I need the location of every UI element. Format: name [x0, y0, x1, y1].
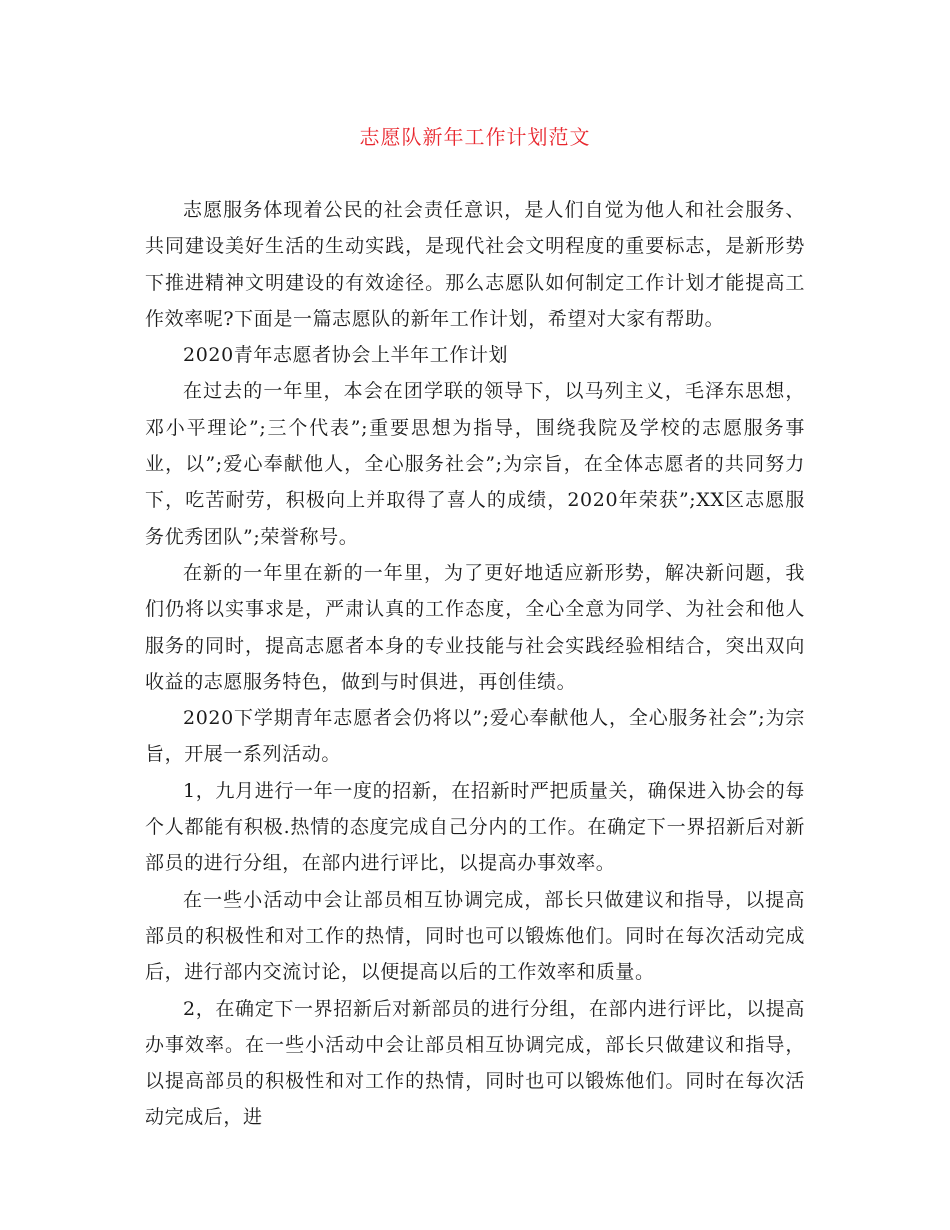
paragraph-past-year: 在过去的一年里，本会在团学联的领导下，以马列主义，毛泽东思想，邓小平理论”;三个代表”;重要思想为指导，围绕我院及学校的志愿服务事业，以”;爱心奉献他人，全心服务社会”;为宗旨，在全体志愿者的共同努力下，吃苦耐劳，积极向上并取得了喜人的成绩，2020年荣获”;XX区志愿服务优秀团队”;荣誉称号。 — [145, 380, 805, 548]
paragraph-subheading: 2020青年志愿者协会上半年工作计划 — [183, 344, 509, 367]
paragraph-item-2: 2，在确定下一界招新后对新部员的进行分组，在部内进行评比，以提高办事效率。在一些小活动中会让部员相互协调完成，部长只做建议和指导，以提高部员的积极性和对工作的热情，同时也可以锻炼他们。同时在每次活动完成后，进 — [145, 997, 805, 1129]
paragraph-item-1: 1，九月进行一年一度的招新，在招新时严把质量关，确保进入协会的每个人都能有积极.热情的态度完成自己分内的工作。在确定下一界招新后对新部员的进行分组，在部内进行评比，以提高办事效率。 — [145, 779, 805, 875]
paragraph-intro: 志愿服务体现着公民的社会责任意识，是人们自觉为他人和社会服务、共同建设美好生活的生动实践，是现代社会文明程度的重要标志，是新形势下推进精神文明建设的有效途径。那么志愿队如何制定工作计划才能提高工作效率呢?下面是一篇志愿队的新年工作计划，希望对大家有帮助。 — [145, 199, 805, 330]
document-body — [145, 192, 805, 1136]
paragraph-item-1-detail: 在一些小活动中会让部员相互协调完成，部长只做建议和指导，以提高部员的积极性和对工作的热情，同时也可以锻炼他们。同时在每次活动完成后，进行部内交流讨论，以便提高以后的工作效率和质量。 — [145, 888, 805, 984]
paragraph-purpose: 2020下学期青年志愿者会仍将以”;爱心奉献他人，全心服务社会”;为宗旨，开展一系列活动。 — [145, 707, 805, 766]
document-title: 志愿队新年工作计划范文 — [359, 125, 591, 149]
paragraph-new-year: 在新的一年里在新的一年里，为了更好地适应新形势，解决新问题，我们仍将以实事求是，严肃认真的工作态度，全心全意为同学、为社会和他人服务的同时，提高志愿者本身的专业技能与社会实践经验相结合，突出双向收益的志愿服务特色，做到与时俱进，再创佳绩。 — [145, 561, 805, 693]
